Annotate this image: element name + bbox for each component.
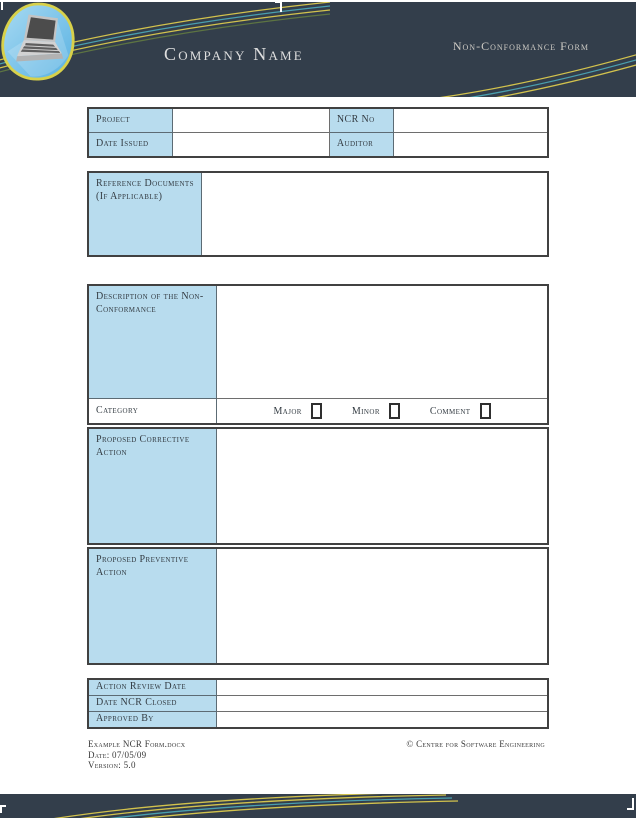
screen-artifact-tick xyxy=(0,805,2,813)
minor-label: Minor xyxy=(351,405,380,417)
major-label: Major xyxy=(273,405,302,417)
decorative-curves-bottom xyxy=(0,794,636,818)
date-ncr-closed-label: Date NCR Closed xyxy=(89,696,217,712)
date-issued-label: Date Issued xyxy=(89,133,173,156)
form-title: Non-Conformance Form xyxy=(452,39,589,53)
screen-artifact-tick xyxy=(280,1,282,12)
auditor-label: Auditor xyxy=(330,133,395,156)
description-table xyxy=(87,284,549,425)
comment-checkbox[interactable] xyxy=(480,403,491,419)
project-input-cell[interactable] xyxy=(173,109,330,133)
reference-documents-label: Reference Documents (If Applicable) xyxy=(89,173,202,255)
footer-version: Version: 5.0 xyxy=(88,760,136,770)
comment-label: Comment xyxy=(429,405,471,417)
category-row xyxy=(89,399,547,423)
ncr-no-label: NCR No xyxy=(330,109,395,133)
table-row xyxy=(89,173,547,255)
table-row xyxy=(89,696,547,712)
preventive-action-input-cell[interactable] xyxy=(217,549,547,663)
preventive-action-table xyxy=(87,547,549,665)
approved-by-label: Approved By xyxy=(89,712,217,727)
table-row xyxy=(89,680,547,696)
screen-artifact-tick xyxy=(627,808,634,810)
info-table xyxy=(87,107,549,158)
description-label: Description of the Non-Conformance xyxy=(89,286,217,399)
table-row xyxy=(89,429,547,543)
ncr-no-input-cell[interactable] xyxy=(394,109,547,133)
footer-file-name: Example NCR Form.docx xyxy=(88,739,186,749)
auditor-input-cell[interactable] xyxy=(394,133,547,156)
company-name: Company Name xyxy=(164,44,304,64)
footer-copyright: © Centre for Software Engineering xyxy=(406,739,545,749)
category-label: Category xyxy=(89,399,217,423)
preventive-action-label: Proposed Preventive Action xyxy=(89,549,217,663)
table-row xyxy=(89,286,547,399)
review-table xyxy=(87,678,549,729)
company-logo-laptop-icon xyxy=(0,2,76,82)
reference-documents-table xyxy=(87,171,549,257)
action-review-date-input-cell[interactable] xyxy=(217,680,547,696)
minor-checkbox[interactable] xyxy=(389,403,400,419)
date-issued-input-cell[interactable] xyxy=(173,133,330,156)
table-row xyxy=(89,712,547,727)
table-row xyxy=(89,109,547,133)
category-option-minor xyxy=(352,403,400,419)
corrective-action-input-cell[interactable] xyxy=(217,429,547,543)
category-option-comment xyxy=(430,403,491,419)
project-label: Project xyxy=(89,109,173,133)
footer-document-info xyxy=(88,739,185,771)
screen-artifact-tick xyxy=(1,0,3,10)
corrective-action-table xyxy=(87,427,549,545)
major-checkbox[interactable] xyxy=(311,403,322,419)
header-band xyxy=(0,2,636,97)
reference-documents-input-cell[interactable] xyxy=(202,173,547,255)
corrective-action-label: Proposed Corrective Action xyxy=(89,429,217,543)
footer-band xyxy=(0,794,636,818)
category-options xyxy=(217,399,547,423)
description-input-cell[interactable] xyxy=(217,286,547,399)
table-row xyxy=(89,549,547,663)
category-options-cell xyxy=(217,399,547,423)
approved-by-input-cell[interactable] xyxy=(217,712,547,727)
table-row xyxy=(89,133,547,156)
footer-date: Date: 07/05/09 xyxy=(88,749,147,760)
date-ncr-closed-input-cell[interactable] xyxy=(217,696,547,712)
category-option-major xyxy=(273,403,321,419)
action-review-date-label: Action Review Date xyxy=(89,680,217,696)
